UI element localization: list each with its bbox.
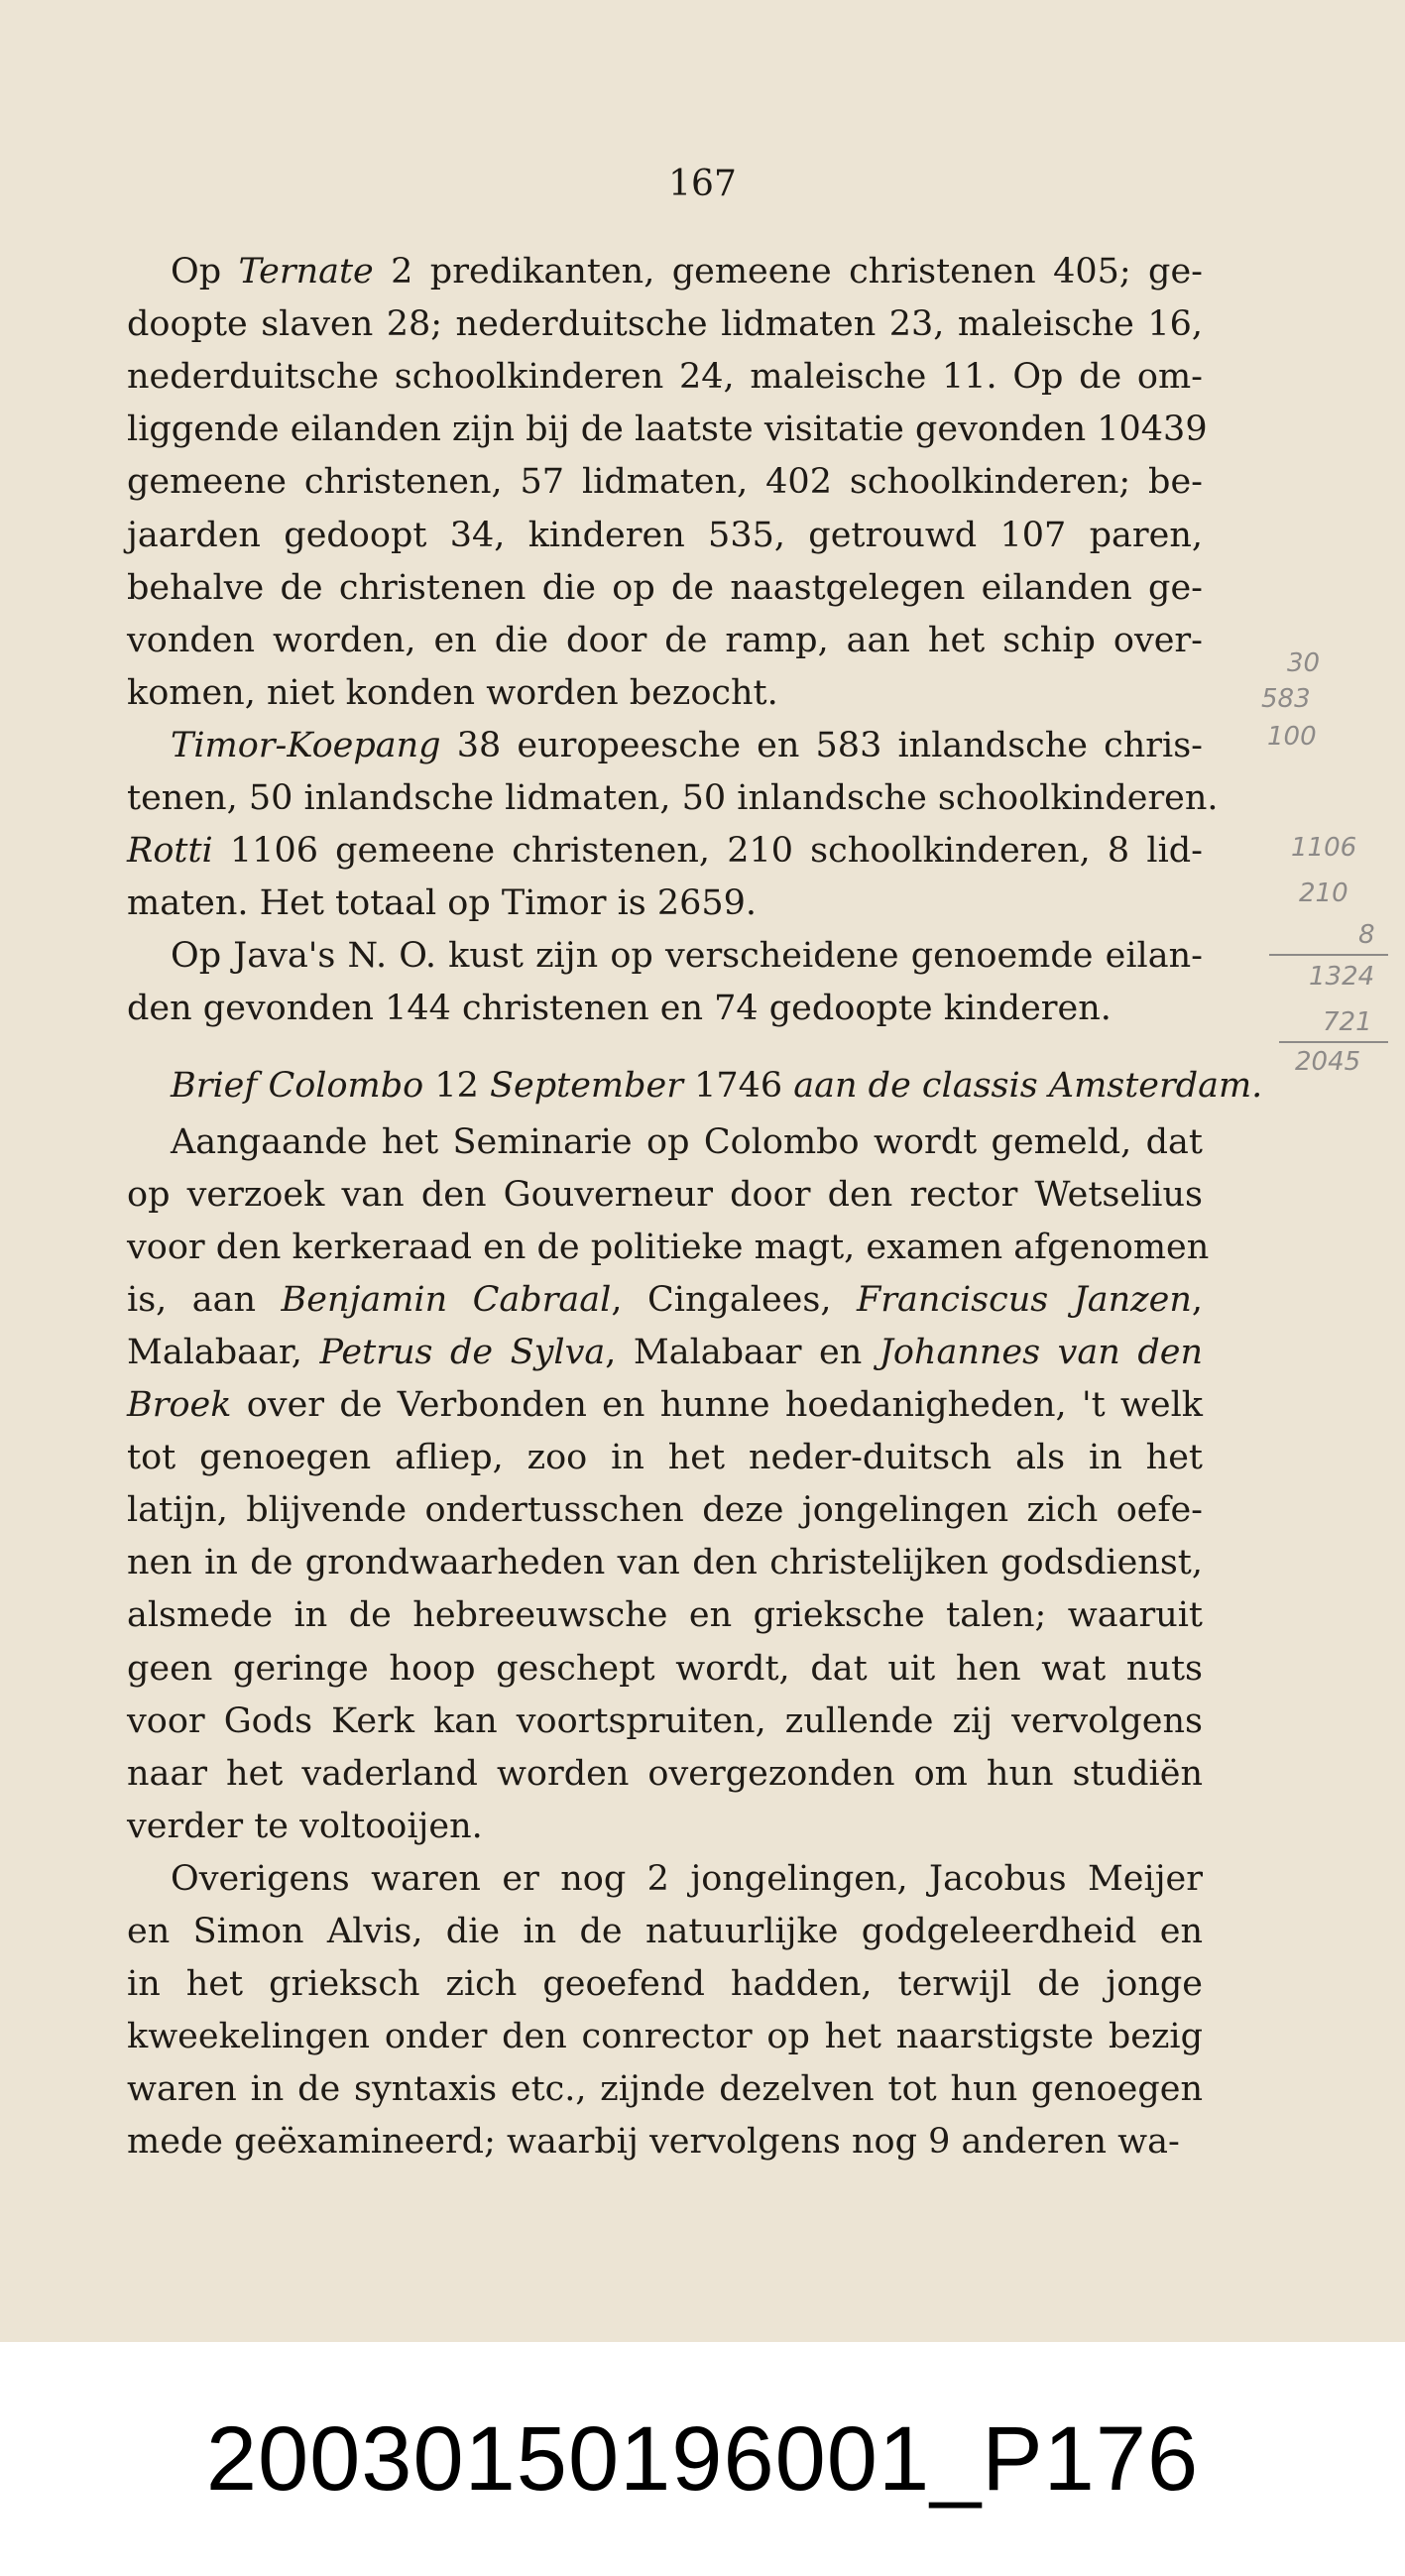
text-run: in het grieksch zich geoefend hadden, terwijl de jonge <box>127 1964 1203 2004</box>
text-run: op verzoek van den Gouverneur door den rector Wetselius <box>127 1175 1203 1215</box>
italic-text: September <box>490 1066 683 1106</box>
text-run: , Malabaar en <box>605 1333 879 1372</box>
margin-rule <box>1269 954 1388 956</box>
text-run: maten. Het totaal op Timor is 2659. <box>127 883 758 923</box>
text-run: tenen, 50 inlandsche lidmaten, 50 inlandsche schoolkinderen. <box>127 778 1219 818</box>
text-run: mede geëxamineerd; waarbij vervolgens nog 9 anderen wa- <box>127 2122 1180 2162</box>
text-line <box>171 1853 1203 1906</box>
text-line <box>127 1589 1203 1642</box>
text-run: Aangaande het Seminarie op Colombo wordt gemeld, dat <box>171 1122 1203 1162</box>
text-line <box>127 562 1203 615</box>
text-run: naar het vaderland worden overgezonden om hun studiën <box>127 1754 1203 1794</box>
text-line <box>127 1906 1203 1958</box>
pencil-margin-notes <box>1259 635 1398 1111</box>
text-line <box>171 930 1203 983</box>
text-line <box>127 1958 1203 2011</box>
margin-note: 30 <box>1287 648 1321 678</box>
text-line <box>171 720 1203 772</box>
italic-text: Benjamin Cabraal <box>281 1280 612 1320</box>
text-run: Malabaar, <box>127 1333 320 1372</box>
text-line <box>127 404 1208 456</box>
text-line <box>127 1274 1203 1327</box>
text-run: tot genoegen afliep, zoo in het neder-duitsch als in het <box>127 1438 1203 1477</box>
italic-text: Broek <box>127 1385 232 1425</box>
text-line <box>171 246 1203 298</box>
text-run: is, aan <box>127 1280 282 1320</box>
margin-note: 583 <box>1261 684 1311 714</box>
text-run: doopte slaven 28; nederduitsche lidmaten 23, maleische 16, <box>127 304 1203 344</box>
margin-note: 210 <box>1299 878 1348 908</box>
text-line <box>127 1432 1203 1484</box>
text-run: latijn, blijvende ondertusschen deze jongelingen zich oefe- <box>127 1490 1203 1530</box>
text-run: jaarden gedoopt 34, kinderen 535, getrouwd 107 paren, <box>127 516 1203 555</box>
text-line <box>127 615 1203 667</box>
italic-text: Timor-Koepang <box>171 726 441 765</box>
text-line <box>127 983 1203 1035</box>
text-run: voor Gods Kerk kan voortspruiten, zullende zij vervolgens <box>127 1701 1203 1741</box>
text-line <box>127 878 1203 930</box>
text-run: , Cingalees, <box>611 1280 857 1320</box>
text-line <box>127 1748 1203 1801</box>
text-line <box>127 1696 1203 1748</box>
margin-note: 8 <box>1358 920 1375 950</box>
text-run: liggende eilanden zijn bij de laatste visitatie gevonden 10439 <box>127 410 1208 449</box>
text-run: verder te voltooijen. <box>127 1807 483 1846</box>
text-line <box>171 1116 1203 1169</box>
italic-text: Rotti <box>127 831 213 871</box>
italic-text: Franciscus Janzen <box>856 1280 1192 1320</box>
text-line <box>127 351 1203 404</box>
text-line <box>127 2116 1203 2168</box>
text-run: den gevonden 144 christenen en 74 gedoopte kinderen. <box>127 989 1112 1028</box>
italic-text: aan de classis Amsterdam. <box>793 1066 1263 1106</box>
text-run: kweekelingen onder den conrector op het naarstigste bezig <box>127 2017 1203 2056</box>
text-run: over de Verbonden en hunne hoedanigheden, 't welk <box>231 1385 1203 1425</box>
text-line <box>127 1801 1203 1853</box>
margin-note: 1106 <box>1291 833 1357 863</box>
text-run: 1106 gemeene christenen, 210 schoolkinderen, 8 lid- <box>212 831 1203 871</box>
margin-note: 2045 <box>1295 1047 1361 1077</box>
text-line <box>127 1643 1203 1696</box>
text-line <box>127 825 1203 878</box>
text-line <box>127 1222 1210 1274</box>
text-run: behalve de christenen die op de naastgelegen eilanden ge- <box>127 568 1203 608</box>
text-run: voor den kerkeraad en de politieke magt, examen afgenomen <box>127 1228 1210 1267</box>
margin-note: 1324 <box>1309 962 1375 992</box>
text-line <box>127 2063 1203 2116</box>
margin-rule <box>1279 1041 1388 1043</box>
italic-text: Ternate <box>238 252 374 292</box>
text-run: nen in de grondwaarheden van den christelijken godsdienst, <box>127 1543 1203 1582</box>
margin-note: 100 <box>1267 722 1317 752</box>
text-run: 12 <box>423 1066 491 1106</box>
text-run: en Simon Alvis, die in de natuurlijke godgeleerdheid en <box>127 1912 1203 1951</box>
text-line <box>127 1169 1203 1222</box>
text-line <box>127 2011 1203 2063</box>
text-run: alsmede in de hebreeuwsche en grieksche talen; waaruit <box>127 1595 1203 1635</box>
text-run: gemeene christenen, 57 lidmaten, 402 schoolkinderen; be- <box>127 462 1203 502</box>
text-run: vonden worden, en die door de ramp, aan het schip over- <box>127 621 1203 660</box>
text-line <box>127 1379 1203 1432</box>
text-line <box>127 772 1219 825</box>
margin-note: 721 <box>1323 1007 1372 1037</box>
text-line <box>127 298 1203 351</box>
page-number: 167 <box>668 164 737 204</box>
text-run: , <box>1191 1280 1204 1320</box>
text-run: komen, niet konden worden bezocht. <box>127 673 778 713</box>
text-line <box>127 510 1203 562</box>
italic-text: Johannes van den <box>878 1333 1203 1372</box>
text-run: 38 europeesche en 583 inlandsche chris- <box>440 726 1203 765</box>
text-line <box>127 456 1203 509</box>
italic-text: Brief Colombo <box>171 1066 424 1106</box>
scan-identifier: 20030150196001_P176 <box>205 2407 1200 2510</box>
text-line <box>127 1537 1203 1589</box>
text-line <box>127 1484 1203 1537</box>
italic-text: Petrus de Sylva <box>319 1333 606 1372</box>
text-run: Op Java's N. O. kust zijn op verscheidene genoemde eilan- <box>171 936 1203 976</box>
text-run: 2 predikanten, gemeene christenen 405; ge- <box>373 252 1203 292</box>
text-run: 1746 <box>682 1066 794 1106</box>
text-run: Op <box>171 252 239 292</box>
text-line <box>127 667 1203 720</box>
text-run: nederduitsche schoolkinderen 24, maleische 11. Op de om- <box>127 357 1203 397</box>
text-line <box>127 1327 1203 1379</box>
text-run: geen geringe hoop geschept wordt, dat uit hen wat nuts <box>127 1649 1203 1689</box>
text-run: waren in de syntaxis etc., zijnde dezelven tot hun genoegen <box>127 2069 1203 2109</box>
letter-heading <box>171 1060 1263 1112</box>
text-run: Overigens waren er nog 2 jongelingen, Jacobus Meijer <box>171 1859 1203 1899</box>
